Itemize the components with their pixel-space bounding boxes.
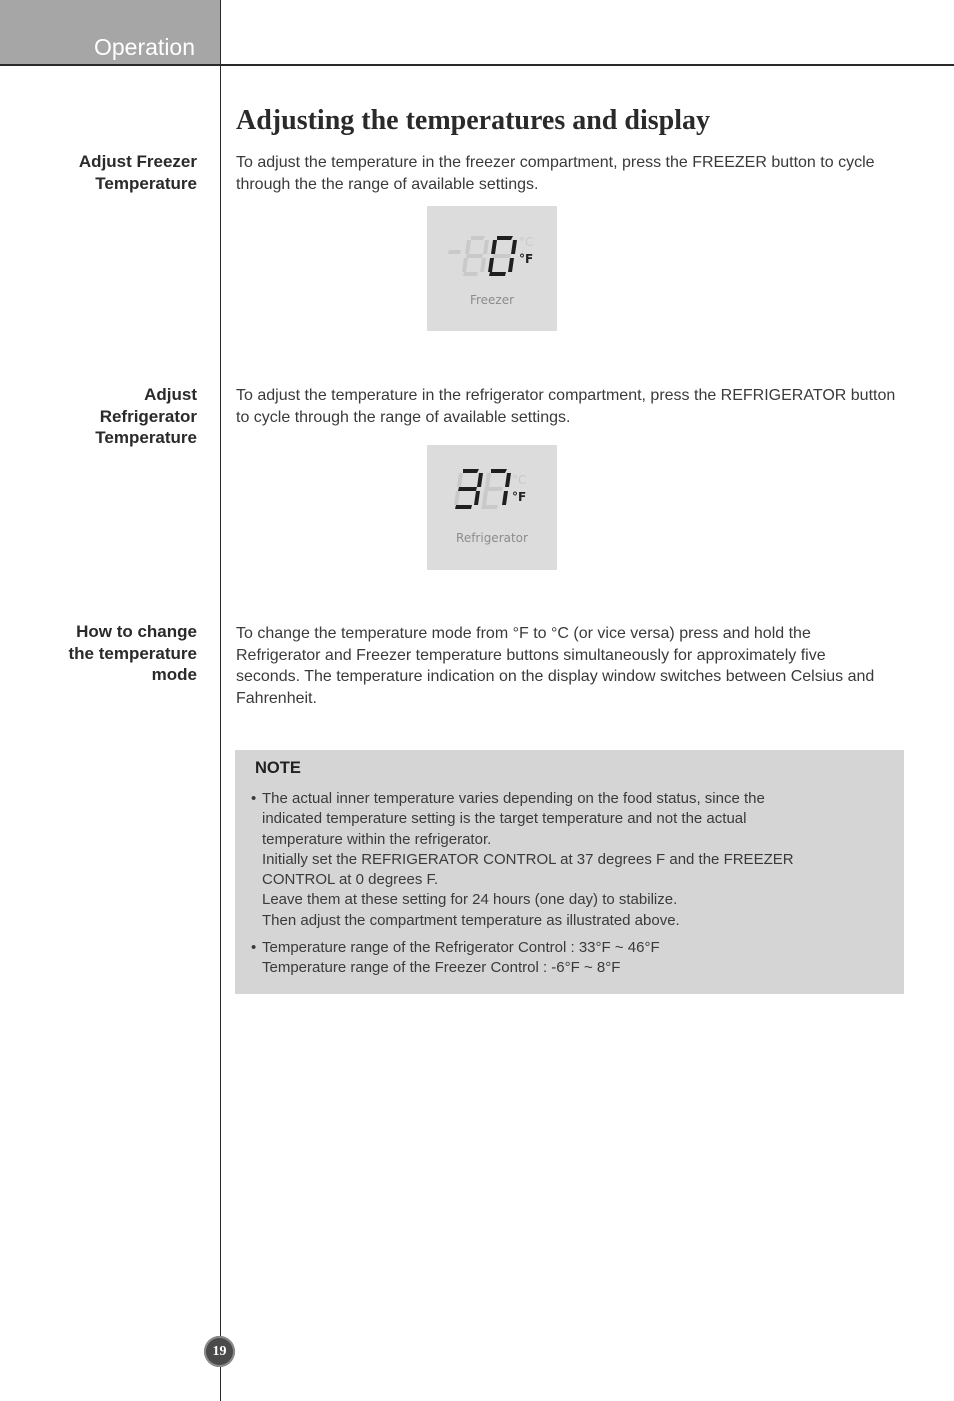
freezer-celsius-indicator: °C bbox=[519, 235, 534, 249]
note-title: NOTE bbox=[255, 759, 301, 777]
refrigerator-heading-line: Refrigerator bbox=[99, 406, 197, 426]
header-rule bbox=[0, 64, 954, 66]
freezer-heading-line: Adjust Freezer bbox=[78, 152, 197, 171]
refrigerator-heading-line: Adjust bbox=[144, 385, 197, 404]
refrigerator-fahrenheit-indicator: °F bbox=[512, 490, 527, 504]
section-tab bbox=[0, 0, 220, 64]
vertical-rule bbox=[220, 0, 221, 1401]
refrigerator-display-panel bbox=[427, 445, 557, 570]
note-line: temperature within the refrigerator. bbox=[262, 830, 492, 848]
mode-heading-line: How to change bbox=[76, 622, 197, 641]
freezer-fahrenheit-indicator: °F bbox=[519, 252, 534, 266]
refrigerator-heading-line: Temperature bbox=[95, 428, 197, 447]
freezer-display-panel bbox=[427, 206, 557, 331]
note-line: The actual inner temperature varies depending on the food status, since the bbox=[262, 790, 765, 807]
mode-heading-line: mode bbox=[151, 665, 197, 684]
freezer-side-heading bbox=[40, 151, 197, 194]
freezer-heading-line: Temperature bbox=[95, 173, 197, 193]
note-line: Leave them at these setting for 24 hours (one day) to stabilize. bbox=[262, 891, 678, 909]
note-list bbox=[251, 789, 891, 986]
note-item bbox=[251, 789, 891, 931]
freezer-inactive-segments bbox=[448, 236, 489, 276]
mode-text: To change the temperature mode from °F to °C (or vice versa) press and hold the Refrigerator and Freezer temperature buttons simultaneously for approximately five seconds. The temperature indication on the display window switches between Celsius and Fahrenheit. bbox=[236, 625, 875, 707]
section-label: Operation bbox=[94, 34, 196, 60]
page-number: 19 bbox=[204, 1336, 235, 1367]
note-line: Then adjust the compartment temperature as illustrated above. bbox=[262, 911, 680, 929]
refrigerator-text: To adjust the temperature in the refrigerator compartment, press the REFRIGERATOR button to cycle through the range of available settings. bbox=[236, 387, 896, 426]
page-title: Adjusting the temperatures and display bbox=[236, 105, 710, 136]
refrigerator-seven-segment-display bbox=[427, 445, 557, 570]
note-line: CONTROL at 0 degrees F. bbox=[262, 871, 439, 889]
bullet-icon: • bbox=[251, 790, 257, 807]
freezer-seven-segment-display bbox=[427, 206, 557, 331]
refrigerator-celsius-indicator: °C bbox=[512, 473, 527, 487]
refrigerator-display-label: Refrigerator bbox=[456, 531, 528, 545]
mode-heading-line: the temperature bbox=[68, 643, 197, 663]
note-box bbox=[235, 750, 904, 994]
note-line: Temperature range of the Refrigerator Control : 33°F ~ 46°F bbox=[262, 939, 660, 957]
freezer-text: To adjust the temperature in the freezer compartment, press the FREEZER button to cycle through the the range of available settings. bbox=[236, 154, 875, 193]
freezer-display-label: Freezer bbox=[469, 293, 515, 307]
note-line: Initially set the REFRIGERATOR CONTROL at 37 degrees F and the FREEZER bbox=[262, 850, 794, 868]
note-line: indicated temperature setting is the target temperature and not the actual bbox=[262, 810, 747, 828]
note-item bbox=[251, 938, 891, 979]
note-line: Temperature range of the Freezer Control : -6°F ~ 8°F bbox=[262, 959, 621, 977]
refrigerator-side-heading bbox=[40, 384, 197, 449]
bullet-icon: • bbox=[251, 939, 257, 957]
mode-side-heading bbox=[40, 621, 197, 686]
